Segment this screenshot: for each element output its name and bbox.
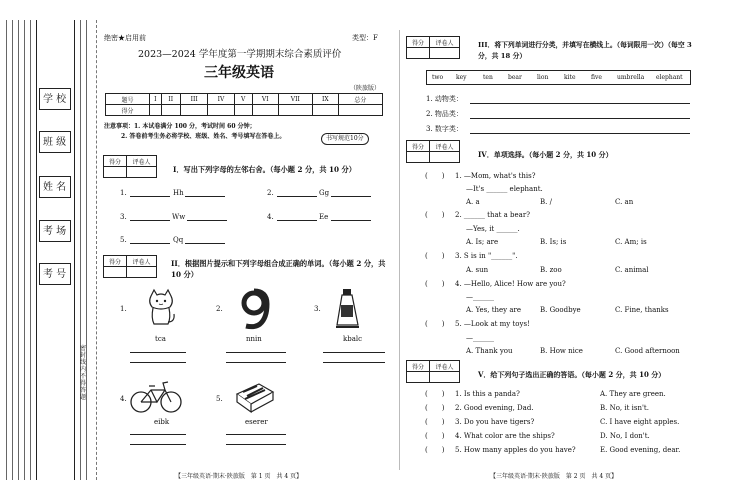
score-table-header-row <box>106 94 383 105</box>
answer-paren[interactable]: ( ) <box>425 211 445 219</box>
q4-question-line2: —______ <box>466 293 494 301</box>
number-label: 考 号 <box>43 269 67 280</box>
q4-question-line2: —Yes, it ______. <box>466 225 520 233</box>
word-bank-word: key <box>456 74 467 81</box>
name-label: 姓 名 <box>43 182 67 193</box>
q2-scrambled-word: nnin <box>246 335 262 343</box>
q1-blank-right[interactable] <box>187 220 227 221</box>
score-box-label: 得分 <box>104 256 127 267</box>
q5-title: V．给下列句子选出正确的答语。（每小题 2 分，共 10 分） <box>478 370 666 379</box>
score-table-score-row <box>106 105 383 116</box>
q1-item-num: 5. <box>120 236 127 244</box>
q4-option-b: B. Is; is <box>540 238 567 246</box>
q1-blank-left[interactable] <box>130 243 170 244</box>
q4-option-a: A. sun <box>466 266 489 274</box>
score-box-label: 得分 <box>407 361 430 372</box>
score-row-label: 得分 <box>106 105 150 116</box>
q2-answer-line[interactable] <box>226 434 286 435</box>
word-bank-word: two <box>432 74 444 81</box>
q2-item-num: 2. <box>216 305 223 313</box>
score-cell: 题号 <box>106 94 150 105</box>
q4-option-a: A. a <box>466 198 480 206</box>
category-answer-line[interactable] <box>470 103 690 104</box>
answer-paren[interactable]: ( ) <box>425 280 445 288</box>
q2-answer-line[interactable] <box>130 444 186 445</box>
q5-question: 1. Is this a panda? <box>455 390 520 398</box>
category-label: 3. 数字类： <box>426 125 463 133</box>
score-cell: II <box>161 94 180 105</box>
q2-answer-line[interactable] <box>130 362 186 363</box>
q1-item-letter: Hh <box>173 189 184 197</box>
category-answer-line[interactable] <box>470 118 690 119</box>
category-label: 2. 物品类： <box>426 110 463 118</box>
q2-answer-line[interactable] <box>323 352 385 353</box>
q4-question: 5. —Look at my toys! <box>455 320 530 328</box>
word-bank-word: bear <box>508 74 522 81</box>
answer-paren[interactable]: ( ) <box>425 418 445 426</box>
q2-scrambled-word: kbalc <box>343 335 363 343</box>
edition-label: （陕旅版） <box>350 85 381 92</box>
answer-paren[interactable]: ( ) <box>425 446 445 454</box>
score-cell: IX <box>312 94 338 105</box>
word-bank-word: five <box>591 74 602 81</box>
q4-option-a: A. Thank you <box>466 347 513 355</box>
bike-picture <box>129 378 183 414</box>
class-label: 班 级 <box>43 137 67 148</box>
score-box-q4 <box>406 140 460 163</box>
grader-label: 评卷人 <box>430 361 460 372</box>
notes-line-1: 注意事项：1. 本试卷满分 100 分，考试时间 60 分钟； <box>104 123 256 130</box>
q4-option-a: A. Is; are <box>466 238 499 246</box>
answer-paren[interactable]: ( ) <box>425 432 445 440</box>
notes-line-2: 2. 答卷前考生务必将学校、班级、姓名、考号填写在答卷上。 <box>121 133 286 140</box>
q2-item-num: 1. <box>120 305 127 313</box>
q4-question: 2. ______ that a bear? <box>455 211 530 219</box>
q1-item-letter: Gg <box>319 189 330 197</box>
subject-title: 三年级英语 <box>204 65 274 81</box>
score-table <box>105 93 383 116</box>
q2-answer-line[interactable] <box>226 362 286 363</box>
q5-answer: E. Good evening, dear. <box>600 446 681 454</box>
q2-item-num: 5. <box>216 395 223 403</box>
q1-blank-left[interactable] <box>130 220 170 221</box>
q4-question: 4. —Hello, Alice! How are you? <box>455 280 566 288</box>
score-box-label: 得分 <box>407 141 430 152</box>
q4-option-c: C. Good afternoon <box>615 347 680 355</box>
q3-title: III．将下列单词进行分类，并填写在横线上。（每词限用一次）（每空 3 分，共 18 分） <box>478 41 692 60</box>
answer-paren[interactable]: ( ) <box>425 252 445 260</box>
q4-option-b: B. zoo <box>540 266 562 274</box>
q5-question: 4. What color are the ships? <box>455 432 555 440</box>
q4-option-c: C. animal <box>615 266 649 274</box>
q5-answer: B. No, it isn't. <box>600 404 649 412</box>
q1-blank-left[interactable] <box>130 196 170 197</box>
score-box-q1 <box>103 155 157 178</box>
q2-answer-line[interactable] <box>130 434 186 435</box>
grader-label: 评卷人 <box>430 141 460 152</box>
q2-scrambled-word: eibk <box>154 418 170 426</box>
q1-blank-right[interactable] <box>185 196 225 197</box>
q1-blank-left[interactable] <box>277 220 317 221</box>
q4-option-c: C. an <box>615 198 634 206</box>
word-bank-word: umbrella <box>617 74 645 81</box>
category-label: 1. 动物类： <box>426 95 463 103</box>
q1-item-num: 2. <box>267 189 274 197</box>
q1-item-letter: Ee <box>319 213 329 221</box>
q2-answer-line[interactable] <box>226 352 286 353</box>
footer-right: 【三年级英语·期末·陕旅版 第 2 页 共 4 页】 <box>490 473 618 480</box>
score-cell: VI <box>252 94 278 105</box>
exam-title: 2023—2024 学年度第一学期期末综合素质评价 <box>138 49 342 60</box>
score-cell: I <box>150 94 161 105</box>
q1-item-num: 3. <box>120 213 127 221</box>
paper-type: 类型：F <box>352 34 378 42</box>
score-cell: VII <box>278 94 312 105</box>
score-cell: IV <box>208 94 234 105</box>
footer-left: 【三年级英语·期末·陕旅版 第 1 页 共 4 页】 <box>175 473 303 480</box>
score-cell: V <box>234 94 252 105</box>
q4-question: 3. S is in "______". <box>455 252 518 260</box>
q5-question: 2. Good evening, Dad. <box>455 404 534 412</box>
nine-picture <box>236 288 272 330</box>
q2-answer-line[interactable] <box>323 362 385 363</box>
q5-question: 5. How many apples do you have? <box>455 446 576 454</box>
q2-answer-line[interactable] <box>130 352 186 353</box>
q1-blank-right[interactable] <box>185 243 225 244</box>
score-box-q2 <box>103 255 157 278</box>
q4-option-c: C. Fine, thanks <box>615 306 669 314</box>
q1-title: I．写出下列字母的左邻右舍。（每小题 2 分，共 10 分） <box>173 165 356 174</box>
seal-line-text: 密 封 线 内 不 得 答 题 <box>80 345 87 401</box>
q2-answer-line[interactable] <box>226 444 286 445</box>
q2-scrambled-word: tca <box>155 335 166 343</box>
q1-blank-right[interactable] <box>331 220 371 221</box>
q4-option-a: A. Yes, they are <box>466 306 522 314</box>
q1-item-letter: Ww <box>172 213 186 221</box>
q1-item-num: 4. <box>267 213 274 221</box>
q1-item-num: 1. <box>120 189 127 197</box>
q5-question: 3. Do you have tigers? <box>455 418 535 426</box>
answer-paren[interactable]: ( ) <box>425 172 445 180</box>
word-bank-word: ten <box>483 74 493 81</box>
q4-title: IV．单项选择。（每小题 2 分，共 10 分） <box>478 150 613 159</box>
score-box-label: 得分 <box>104 156 127 167</box>
q2-item-num: 4. <box>120 395 127 403</box>
q4-question-line2: —______ <box>466 334 494 342</box>
q5-answer: A. They are green. <box>600 390 666 398</box>
q2-item-num: 3. <box>314 305 321 313</box>
confidential-mark: 绝密★启用前 <box>104 34 146 42</box>
q4-question-line2: —It's ______ elephant. <box>466 185 543 193</box>
q5-answer: C. I have eight apples. <box>600 418 680 426</box>
q4-option-b: B. / <box>540 198 552 206</box>
answer-paren[interactable]: ( ) <box>425 404 445 412</box>
q4-option-b: B. How nice <box>540 347 583 355</box>
q4-question: 1. —Mom, what's this? <box>455 172 536 180</box>
q1-item-letter: Qq <box>173 236 184 244</box>
writing-note: 书写规范10分 <box>321 133 369 145</box>
category-answer-line[interactable] <box>470 133 690 134</box>
score-cell: III <box>180 94 208 105</box>
q1-blank-right[interactable] <box>331 196 371 197</box>
word-bank-word: lion <box>537 74 549 81</box>
score-box-q3 <box>406 36 460 59</box>
paint-tube-picture <box>333 287 363 331</box>
eraser-picture <box>233 380 277 414</box>
score-cell: 总分 <box>338 94 382 105</box>
score-box-q5 <box>406 360 460 383</box>
school-label: 学 校 <box>43 94 67 105</box>
answer-paren[interactable]: ( ) <box>425 320 445 328</box>
word-bank-word: elephant <box>656 74 683 81</box>
q4-option-c: C. Am; is <box>615 238 647 246</box>
page-divider <box>399 30 400 470</box>
cat-picture <box>144 288 178 328</box>
word-bank-word: kite <box>564 74 576 81</box>
grader-label: 评卷人 <box>127 256 157 267</box>
q2-scrambled-word: eserer <box>245 418 268 426</box>
grader-label: 评卷人 <box>127 156 157 167</box>
q1-blank-left[interactable] <box>277 196 317 197</box>
grader-label: 评卷人 <box>430 37 460 48</box>
q2-title: II．根据图片提示和下列字母组合成正确的单词。（每小题 2 分，共 10 分） <box>171 259 386 279</box>
q5-answer: D. No, I don't. <box>600 432 650 440</box>
answer-paren[interactable]: ( ) <box>425 390 445 398</box>
score-box-label: 得分 <box>407 37 430 48</box>
room-label: 考 场 <box>43 226 67 237</box>
q4-option-b: B. Goodbye <box>540 306 581 314</box>
